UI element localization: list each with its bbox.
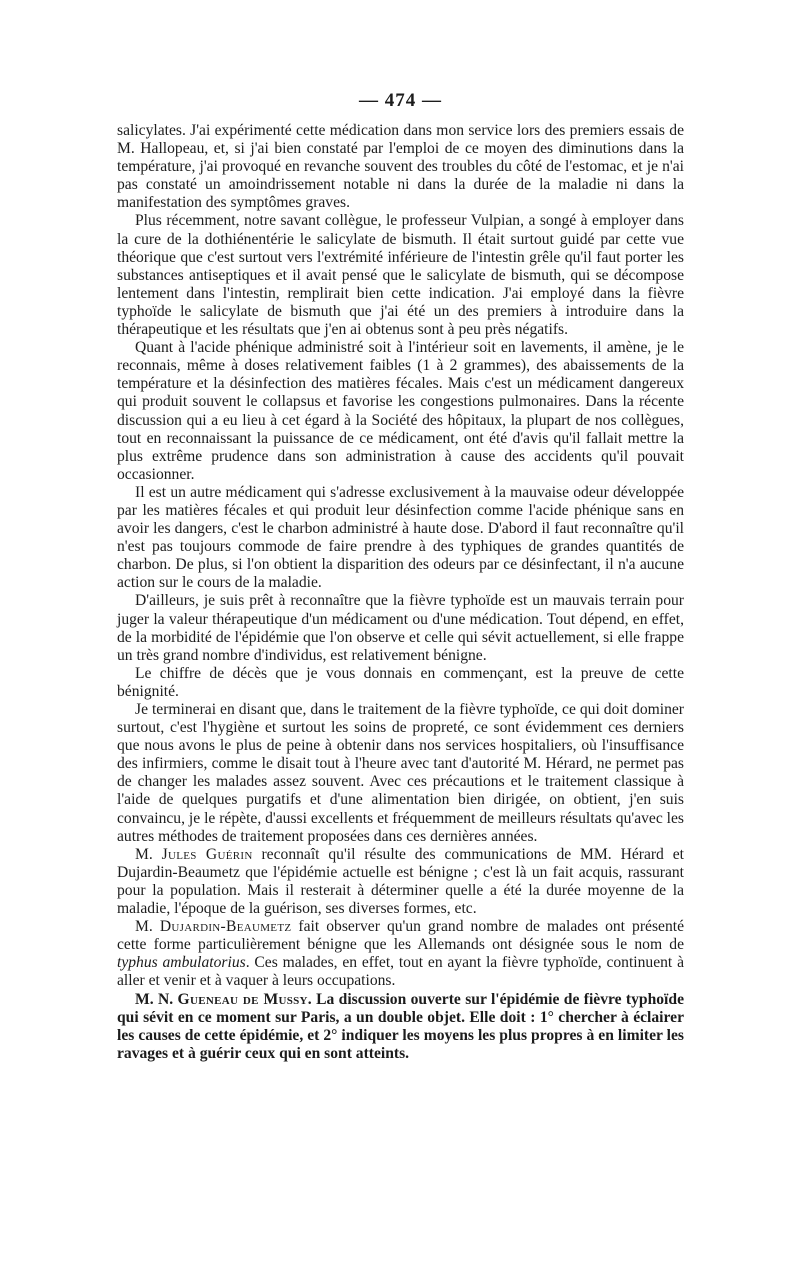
speaker-prefix: M. N. bbox=[135, 990, 178, 1008]
paragraph-speaker bbox=[117, 918, 684, 990]
speaker-name: Dujardin-Beaumetz bbox=[159, 918, 292, 936]
italic-term: typhus ambulatorius bbox=[117, 954, 246, 972]
speaker-prefix: M. bbox=[135, 918, 160, 936]
speaker-text: fait observer qu'un grand nombre de malades ont présenté cette forme particulièrement bénigne que les Allemands ont désignée sous le nom de bbox=[117, 918, 685, 954]
page-number: — 474 — bbox=[359, 90, 442, 111]
speaker-name: Gueneau de Mussy bbox=[177, 990, 308, 1008]
paragraph: Quant à l'acide phénique administré soit à l'intérieur soit en lavements, il amène, je le reconnais, même à doses relativement faibles (1 à 2 grammes), des abaissements de la température et la désinfection des matières fécales. Mais c'est un médicament dangereux qui produit souvent le collapsus et favorise les congestions pulmonaires. Dans la récente discussion qui a eu lieu à cet égard à la Société des hôpitaux, la plupart de nos collègues, tout en reconnaissant la puissance de ce médicament, ont été d'avis qu'il fallait mettre la plus extrême prudence dans son administration à cause des accidents qu'il pouvait occasionner. bbox=[117, 339, 684, 483]
body-text bbox=[117, 122, 684, 1063]
paragraph: Je terminerai en disant que, dans le traitement de la fièvre typhoïde, ce qui doit dominer surtout, c'est l'hygiène et surtout les soins de propreté, ce sont évidemment ces derniers que nous avons le plus de peine à obtenir dans nos services hospitaliers, où l'insuffisance des infirmiers, comme le disait tout à l'heure avec tant d'autorité M. Hérard, ne permet pas de changer les malades assez souvent. Avec ces précautions et le traitement classique à l'aide de quelques purgatifs et d'une alimentation bien dirigée, on obtient, j'en suis convaincu, je le répète, d'aussi excellents et fréquemment de meilleurs résultats qu'avec les autres méthodes de traitement proposées dans ces dernières années. bbox=[117, 701, 684, 845]
paragraph: Plus récemment, notre savant collègue, le professeur Vulpian, a songé à employer dans la cure de la dothiénentérie le salicylate de bismuth. Il était surtout guidé par cette vue théorique que c'est surtout vers l'extrémité inférieure de l'intestin grêle qu'il faut porter les substances antiseptiques et il avait pensé que le salicylate de bismuth, qui se décompose lentement dans l'intestin, remplirait bien cette indication. J'ai employé dans la fièvre typhoïde le salicylate de bismuth que j'ai été un des premiers à introduire dans la thérapeutique et les résultats que j'en ai obtenus sont à peu près négatifs. bbox=[117, 212, 684, 339]
speaker-text: . Ces malades, en effet, tout en ayant la fièvre typhoïde, continuent à aller et venir et à vaquer à leurs occupations. bbox=[117, 954, 684, 990]
speaker-text: . La discussion ouverte sur l'épidémie de fièvre typhoïde qui sévit en ce moment sur Paris, a un double objet. Elle doit : 1° chercher à éclairer les causes de cette épidémie, et 2° indiquer les moyens les plus propres à en limiter les ravages et à guérir ceux qui en sont atteints. bbox=[117, 990, 684, 1062]
paragraph-speaker bbox=[117, 846, 684, 918]
paragraph: Le chiffre de décès que je vous donnais en commençant, est la preuve de cette bénignité. bbox=[117, 664, 684, 700]
document-page bbox=[117, 88, 684, 1063]
paragraph: salicylates. J'ai expérimenté cette médication dans mon service lors des premiers essais de M. Hallopeau, et, si j'ai bien constaté par l'emploi de ce moyen des diminutions dans la température, j'ai provoqué en revanche souvent des troubles du côté de l'estomac, et je n'ai pas constaté un amoindrissement notable ni dans la durée de la maladie ni dans la manifestation des symptômes graves. bbox=[117, 122, 684, 212]
speaker-text: reconnaît qu'il résulte des communications de MM. Hérard et Dujardin-Beaumetz que l'épidémie actuelle est bénigne ; c'est là un fait acquis, rassurant pour la population. Mais il resterait à déterminer quelle a été la durée moyenne de la maladie, l'époque de la guérison, ses diverses formes, etc. bbox=[117, 845, 684, 918]
speaker-name: Jules Guérin bbox=[161, 845, 253, 863]
speaker-prefix: M. bbox=[135, 845, 162, 863]
paragraph-speaker bbox=[117, 991, 684, 1063]
paragraph: D'ailleurs, je suis prêt à reconnaître que la fièvre typhoïde est un mauvais terrain pour juger la valeur thérapeutique d'un médicament ou d'une médication. Tout dépend, en effet, de la morbidité de l'épidémie que l'on observe et celle qui sévit actuellement, si elle frappe un très grand nombre d'individus, est relativement bénigne. bbox=[117, 592, 684, 664]
paragraph: Il est un autre médicament qui s'adresse exclusivement à la mauvaise odeur développée par les matières fécales et qui produit leur désinfection comme l'acide phénique sans en avoir les dangers, c'est le charbon administré à haute dose. D'abord il faut reconnaître qu'il n'est pas toujours commode de faire prendre à des typhiques de grandes quantités de charbon. De plus, si l'on obtient la disparition des odeurs par ce désinfectant, il n'a aucune action sur le cours de la maladie. bbox=[117, 483, 684, 592]
